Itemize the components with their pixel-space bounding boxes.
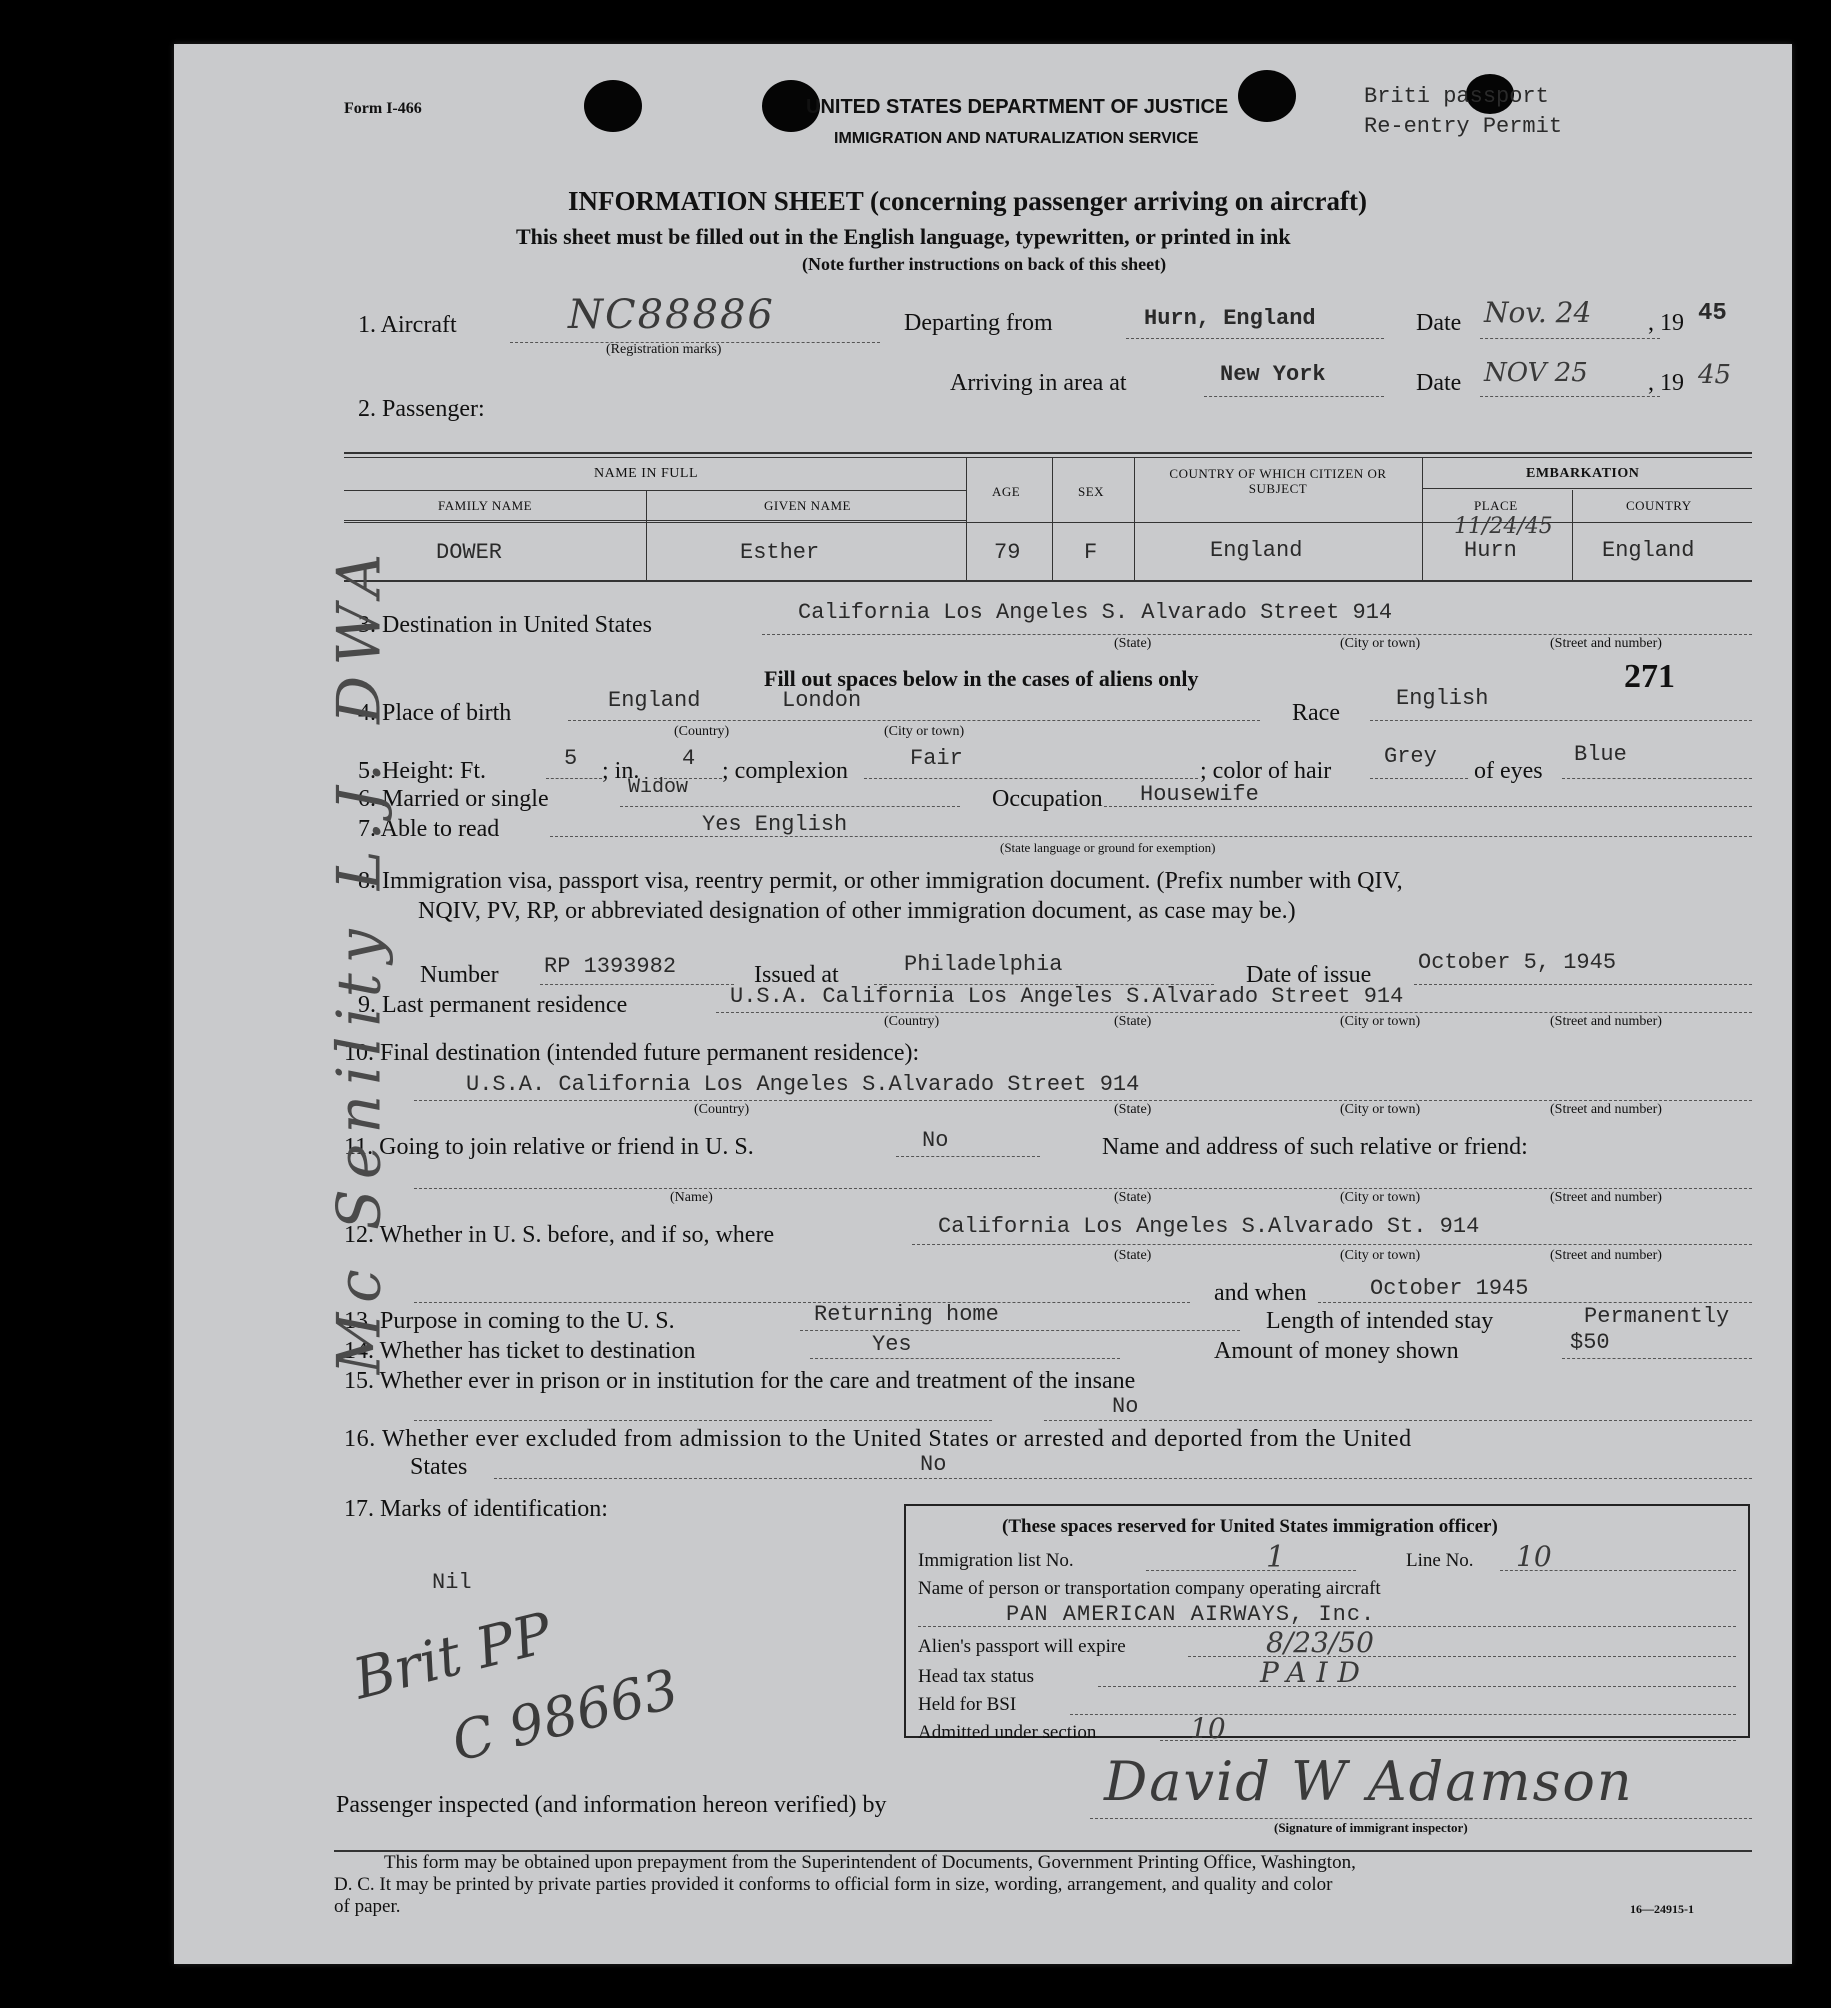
occupation-value: Housewife	[1140, 782, 1259, 807]
stay-label: Length of intended stay	[1266, 1308, 1494, 1334]
dept-title: UNITED STATES DEPARTMENT OF JUSTICE	[806, 96, 1229, 118]
q12-cap-state: (State)	[1114, 1248, 1152, 1263]
q9-label: 9. Last permanent residence	[358, 992, 628, 1018]
q13-label: 13. Purpose in coming to the U. S.	[344, 1308, 675, 1334]
money-value: $50	[1570, 1330, 1610, 1355]
hdr-sex: SEX	[1078, 484, 1105, 499]
complexion-label: ; complexion	[722, 758, 848, 784]
punch-hole-1	[584, 80, 642, 132]
excluded-value: No	[920, 1452, 947, 1477]
q3-cap-state: (State)	[1114, 636, 1152, 651]
q7-caption: (State language or ground for exemption)	[1000, 840, 1216, 855]
year1-value: 45	[1698, 300, 1727, 327]
list-no-value: 1	[1266, 1540, 1286, 1575]
section-label: Admitted under section	[918, 1722, 1097, 1743]
form-sheet	[174, 44, 1792, 1964]
hdr-country-citizen: COUNTRY OF WHICH CITIZEN OR SUBJECT	[1169, 466, 1387, 496]
q16-label-1: 16. Whether ever excluded from admission to the United States or arrested and deported from the United	[344, 1426, 1412, 1452]
line-no-value: 10	[1516, 1540, 1552, 1573]
when-value: October 1945	[1370, 1276, 1529, 1301]
money-label: Amount of money shown	[1214, 1338, 1459, 1364]
in-label: ; in.	[602, 758, 640, 784]
line-no-label: Line No.	[1406, 1550, 1474, 1571]
previous-us-value: California Los Angeles S.Alvarado St. 914	[938, 1214, 1480, 1239]
when-label: and when	[1214, 1280, 1307, 1306]
q14-label: 14. Whether has ticket to destination	[344, 1338, 696, 1364]
operator-label: Name of person or transportation company operating aircraft	[918, 1578, 1381, 1599]
officer-box	[904, 1504, 1750, 1745]
aircraft-value: NC88886	[568, 292, 775, 338]
year1-prefix: , 19	[1648, 310, 1684, 336]
issued-label: Issued at	[754, 962, 839, 988]
birth-country-value: England	[608, 688, 701, 713]
complexion-value: Fair	[910, 746, 963, 771]
hdr-place: PLACE	[1474, 498, 1518, 513]
q15-label: 15. Whether ever in prison or in institution for the care and treatment of the insane	[344, 1368, 1136, 1394]
margin-note: Mc Senility L.J. DWA	[324, 543, 395, 1375]
race-value: English	[1396, 686, 1489, 711]
service-title: IMMIGRATION AND NATURALIZATION SERVICE	[834, 130, 1199, 147]
stamp-line-1: Briti passport	[1364, 84, 1549, 109]
q2-label: 2. Passenger:	[358, 396, 485, 422]
passport-expire-label: Alien's passport will expire	[918, 1636, 1126, 1657]
arriving-value: New York	[1220, 362, 1326, 387]
date2-label: Date	[1416, 370, 1462, 396]
inspected-label: Passenger inspected (and information hereon verified) by	[336, 1792, 887, 1818]
height-ft-value: 5	[564, 746, 578, 771]
year2-prefix: , 19	[1648, 370, 1684, 396]
q9-cap-city: (City or town)	[1340, 1014, 1421, 1029]
passport-expire-value: 8/23/50	[1266, 1626, 1374, 1659]
q3-label: 3. Destination in United States	[358, 612, 652, 638]
signature-caption: (Signature of immigrant inspector)	[1274, 1820, 1468, 1835]
q10-cap-street: (Street and number)	[1550, 1102, 1662, 1117]
hdr-country: COUNTRY	[1626, 498, 1692, 513]
inspector-signature: David W Adamson	[1104, 1750, 1634, 1813]
destination-value: California Los Angeles S. Alvarado Street 914	[798, 600, 1393, 625]
sex-value: F	[1084, 540, 1098, 565]
q4-cap-country: (Country)	[674, 724, 730, 739]
operator-value: PAN AMERICAN AIRWAYS, Inc.	[1006, 1602, 1376, 1627]
passenger-table	[344, 452, 1752, 582]
date1-value: Nov. 24	[1484, 296, 1592, 329]
departing-value: Hurn, England	[1144, 306, 1316, 331]
q9-cap-country: (Country)	[884, 1014, 940, 1029]
number-label: Number	[420, 962, 499, 988]
q5-label: 5. Height: Ft.	[358, 758, 487, 784]
q10-label: 10. Final destination (intended future permanent residence):	[344, 1040, 920, 1066]
embark-country-value: England	[1602, 538, 1695, 563]
occupation-label: Occupation	[992, 786, 1103, 812]
hdr-name-in-full: NAME IN FULL	[594, 466, 698, 481]
q8-label-2: NQIV, PV, RP, or abbreviated designation of other immigration document, as case may be.)	[418, 898, 1296, 924]
q10-cap-city: (City or town)	[1340, 1102, 1421, 1117]
q11-cap-name: (Name)	[670, 1190, 713, 1205]
stamp-line-2: Re-entry Permit	[1364, 114, 1563, 139]
name-address-label: Name and address of such relative or friend:	[1102, 1134, 1528, 1160]
embark-place-value: Hurn	[1464, 538, 1517, 563]
departing-label: Departing from	[904, 310, 1053, 336]
q11-cap-city: (City or town)	[1340, 1190, 1421, 1205]
last-residence-value: U.S.A. California Los Angeles S.Alvarado Street 914	[730, 984, 1404, 1009]
q9-cap-state: (State)	[1114, 1014, 1152, 1029]
sheet-note: (Note further instructions on back of this sheet)	[802, 254, 1167, 274]
issued-value: Philadelphia	[904, 952, 1063, 977]
section-value: 10	[1190, 1712, 1226, 1745]
officer-box-title: (These spaces reserved for United States immigration officer)	[1002, 1516, 1498, 1537]
citizen-value: England	[1210, 538, 1303, 563]
form-number: Form I-466	[344, 100, 422, 117]
q17-label: 17. Marks of identification:	[344, 1496, 608, 1522]
q12-label: 12. Whether in U. S. before, and if so, where	[344, 1222, 775, 1248]
arriving-label: Arriving in area at	[950, 370, 1127, 396]
footer-line-3: of paper.	[334, 1896, 401, 1917]
q4-cap-city: (City or town)	[884, 724, 965, 739]
issue-date-label: Date of issue	[1246, 962, 1372, 988]
footer-line-1: This form may be obtained upon prepayment from the Superintendent of Documents, Government Printing Office, Washington,	[384, 1852, 1356, 1873]
sheet-title: INFORMATION SHEET (concerning passenger arriving on aircraft)	[568, 186, 1367, 216]
read-value: Yes English	[702, 812, 848, 837]
footer-line-2: D. C. It may be printed by private parties provided it conforms to official form in size, wording, arrangement, and quality and color	[334, 1874, 1333, 1895]
aliens-only-note: Fill out spaces below in the cases of aliens only	[764, 666, 1199, 691]
height-in-value: 4	[682, 746, 696, 771]
q4-label: 4. Place of birth	[358, 700, 512, 726]
ticket-value: Yes	[872, 1332, 912, 1357]
q10-cap-state: (State)	[1114, 1102, 1152, 1117]
eyes-value: Blue	[1574, 742, 1627, 767]
q12-cap-city: (City or town)	[1340, 1248, 1421, 1263]
list-no-label: Immigration list No.	[918, 1550, 1074, 1571]
doc-number-value: RP 1393982	[544, 954, 677, 979]
bsi-label: Held for BSI	[918, 1694, 1017, 1715]
eyes-label: of eyes	[1474, 758, 1543, 784]
punch-hole-3	[1238, 70, 1296, 122]
q16-label-2: States	[410, 1454, 468, 1480]
q7-label: 7. Able to read	[358, 816, 500, 842]
q11-label: 11. Going to join relative or friend in U. S.	[344, 1134, 754, 1160]
given-name-value: Esther	[740, 540, 820, 565]
embark-date-note: 11/24/45	[1454, 514, 1553, 539]
q11-cap-street: (Street and number)	[1550, 1190, 1662, 1205]
number-271: 271	[1624, 658, 1675, 695]
head-tax-label: Head tax status	[918, 1666, 1035, 1687]
q11-cap-state: (State)	[1114, 1190, 1152, 1205]
stay-value: Permanently	[1584, 1304, 1730, 1329]
purpose-value: Returning home	[814, 1302, 999, 1327]
date1-label: Date	[1416, 310, 1462, 336]
year2-value: 45	[1698, 360, 1732, 390]
hdr-given-name: GIVEN NAME	[764, 498, 851, 513]
married-value: Widow	[628, 776, 689, 799]
reg-caption: (Registration marks)	[606, 342, 722, 357]
birth-city-value: London	[782, 688, 862, 713]
sheet-instructions: This sheet must be filled out in the English language, typewritten, or printed in ink	[516, 224, 1291, 249]
handwritten-passport-label: Brit PP	[347, 1600, 559, 1713]
hdr-age: AGE	[992, 484, 1021, 499]
q10-cap-country: (Country)	[694, 1102, 750, 1117]
q3-cap-street: (Street and number)	[1550, 636, 1662, 651]
issue-date-value: October 5, 1945	[1418, 950, 1617, 975]
age-value: 79	[994, 540, 1021, 565]
q6-label: 6. Married or single	[358, 786, 549, 812]
q1-label: 1. Aircraft	[358, 312, 457, 338]
date2-value: NOV 25	[1484, 358, 1588, 388]
handwritten-passport-number: C 98663	[445, 1657, 685, 1774]
q12-cap-street: (Street and number)	[1550, 1248, 1662, 1263]
q3-cap-city: (City or town)	[1340, 636, 1421, 651]
join-relative-value: No	[922, 1128, 949, 1153]
final-destination-value: U.S.A. California Los Angeles S.Alvarado Street 914	[466, 1072, 1140, 1097]
marks-value: Nil	[432, 1570, 472, 1595]
q8-label-1: 8. Immigration visa, passport visa, reentry permit, or other immigration document. (Prefix number with QIV,	[358, 868, 1403, 894]
hdr-family-name: FAMILY NAME	[438, 498, 533, 513]
family-name-value: DOWER	[436, 540, 503, 565]
hair-value: Grey	[1384, 744, 1437, 769]
hdr-embarkation: EMBARKATION	[1526, 466, 1640, 481]
head-tax-value: PAID	[1260, 1656, 1370, 1689]
hair-label: ; color of hair	[1200, 758, 1332, 784]
q9-cap-street: (Street and number)	[1550, 1014, 1662, 1029]
prison-value: No	[1112, 1394, 1139, 1419]
race-label: Race	[1292, 700, 1340, 726]
footer-code: 16—24915-1	[1630, 1902, 1694, 1916]
